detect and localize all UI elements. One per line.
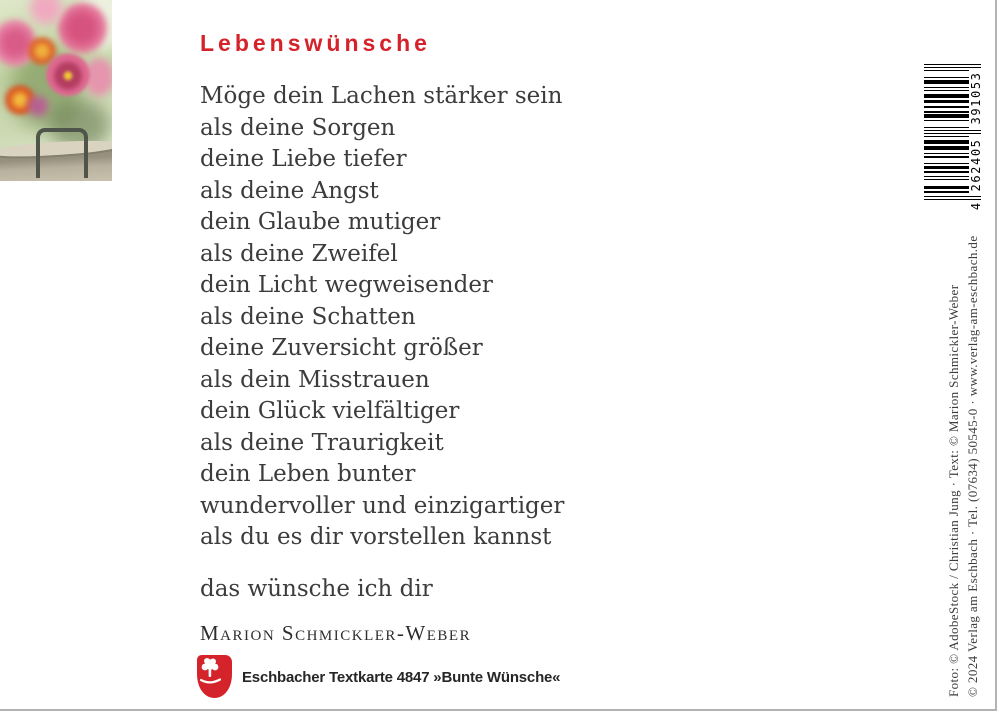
poem-line: als deine Traurigkeit (200, 429, 444, 456)
barcode-bar (924, 171, 970, 172)
publisher-imprint (197, 655, 560, 698)
publisher-credit-line: © 2024 Verlag am Eschbach · Tel. (07634) 50545-0 · www.verlag-am-eschbach.de (965, 235, 980, 697)
photo-pink-flower (46, 52, 90, 96)
barcode-bar (924, 94, 970, 98)
barcode-bar (924, 166, 970, 169)
barcode-symbol (924, 64, 984, 212)
poem-line: dein Glaube mutiger (200, 209, 441, 235)
photo-pink-flower (30, 0, 62, 24)
poem-line: wundervoller und einzigartiger (200, 492, 565, 519)
barcode-bar (924, 90, 970, 91)
poem-line: dein Leben bunter (200, 461, 416, 487)
barcode-bar (924, 136, 970, 137)
barcode-bar (924, 114, 970, 118)
barcode-bar (924, 87, 970, 88)
barcode-bar (924, 120, 970, 121)
barcode-bar (924, 153, 970, 154)
poem-line: Möge dein Lachen stärker sein (200, 83, 563, 109)
barcode-bar (924, 176, 970, 177)
poem-line: als deine Angst (200, 177, 379, 204)
card-title: Lebenswünsche (200, 30, 431, 56)
barcode-bar (924, 70, 970, 71)
barcode-digit-prefix: 4 (969, 202, 983, 211)
barcode-bar (924, 130, 981, 131)
photo-bucket-handle (36, 128, 88, 178)
barcode-bar (924, 146, 970, 150)
photo-text-credit (946, 225, 963, 697)
barcode-bar (924, 80, 970, 84)
barcode-digits-left: 262405 (969, 135, 984, 195)
barcode-bar (924, 64, 981, 65)
photo-pink-flower (58, 2, 110, 54)
author-name: Marion Schmickler-Weber (200, 621, 472, 645)
barcode-bar (924, 191, 970, 192)
barcode-bar (924, 186, 970, 189)
photo-text-credit-line: Foto: © AdobeStock / Christian Jung · Text: © Marion Schmickler-Weber (946, 284, 961, 697)
barcode (924, 64, 984, 212)
barcode-bar (924, 156, 970, 159)
barcode-digits-right: 391053 (969, 68, 984, 128)
photo-magenta-flower (28, 96, 48, 116)
barcode-bar (924, 133, 981, 134)
poem-line: als deine Sorgen (200, 114, 396, 141)
barcode-bar (924, 77, 970, 78)
poem-line: als dein Misstrauen (200, 366, 430, 393)
poem (200, 81, 564, 554)
imprint-text: Eschbacher Textkarte 4847 »Bunte Wünsche« (242, 669, 561, 686)
barcode-bar (924, 196, 981, 197)
barcode-bar (924, 179, 970, 180)
poem-line: dein Glück vielfältiger (200, 398, 460, 424)
poem-line: deine Zuversicht größer (200, 335, 483, 361)
barcode-bar (924, 111, 970, 112)
tree-icon (197, 655, 232, 698)
barcode-bar (924, 106, 970, 109)
poem-line: als deine Zweifel (200, 240, 398, 267)
publisher-credit (965, 225, 982, 697)
poem-line: deine Liebe tiefer (200, 146, 407, 172)
closing-line: das wünsche ich dir (200, 576, 433, 602)
barcode-bar (924, 127, 970, 128)
poem-line: dein Licht wegweisender (200, 272, 493, 298)
barcode-bar (924, 100, 970, 103)
poem-line: als du es dir vorstellen kannst (200, 524, 552, 550)
barcode-bar (924, 140, 970, 144)
poem-line: als deine Schatten (200, 303, 416, 330)
barcode-bar (924, 199, 981, 200)
barcode-bar (924, 163, 970, 164)
flower-photo (0, 0, 112, 181)
